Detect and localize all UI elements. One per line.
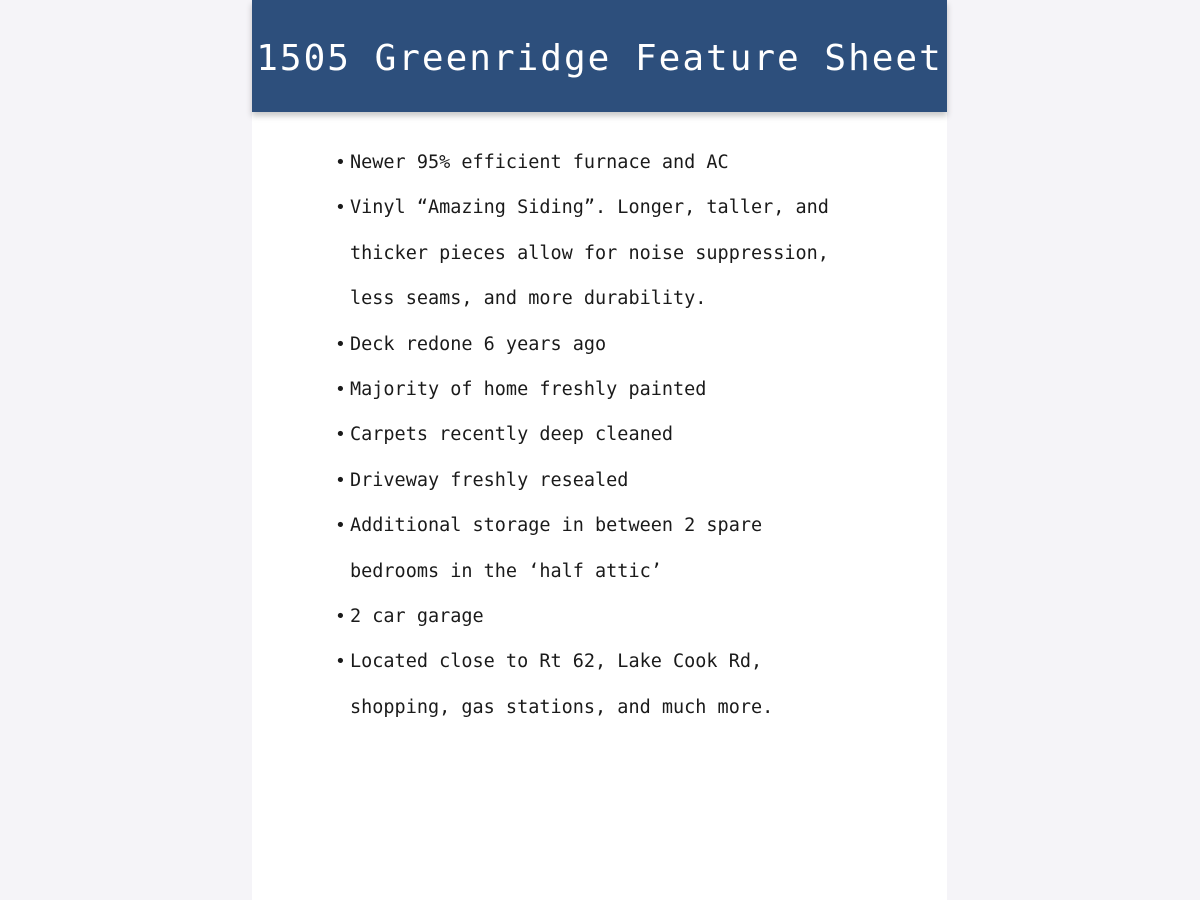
feature-item (335, 412, 935, 457)
feature-sheet-page (252, 0, 947, 900)
feature-item (335, 140, 935, 185)
bullet-icon: • (335, 333, 346, 355)
feature-text-line: shopping, gas stations, and much more. (350, 696, 774, 718)
feature-text-line: 2 car garage (350, 606, 484, 628)
bullet-icon: • (335, 515, 346, 537)
feature-item (335, 503, 935, 594)
page-title: 1505 Greenridge Feature Sheet (256, 37, 943, 79)
feature-item (335, 594, 935, 639)
feature-item (335, 367, 935, 412)
feature-item (335, 639, 935, 730)
feature-text-line: Additional storage in between 2 spare (350, 515, 763, 537)
feature-text-line: Newer 95% efficient furnace and AC (350, 152, 729, 173)
bullet-icon: • (335, 606, 346, 628)
bullet-icon: • (335, 197, 346, 219)
feature-text-line: Majority of home freshly painted (350, 379, 707, 401)
bullet-icon: • (335, 424, 346, 446)
title-banner (252, 0, 947, 112)
feature-item (335, 322, 935, 367)
feature-text-line: Vinyl “Amazing Siding”. Longer, taller, and (350, 197, 829, 219)
bullet-icon: • (335, 152, 346, 173)
bullet-icon: • (335, 379, 346, 401)
feature-text-line: Carpets recently deep cleaned (350, 424, 674, 446)
bullet-icon: • (335, 651, 346, 673)
feature-list (335, 140, 935, 730)
feature-item (335, 458, 935, 503)
feature-text-line: Deck redone 6 years ago (350, 333, 607, 355)
bullet-icon: • (335, 469, 346, 491)
feature-item (335, 185, 935, 321)
feature-text-line: thicker pieces allow for noise suppression, (350, 242, 829, 264)
feature-text-line: bedrooms in the ‘half attic’ (350, 560, 662, 582)
feature-text-line: less seams, and more durability. (350, 288, 707, 310)
feature-text-line: Driveway freshly resealed (350, 469, 629, 491)
feature-text-line: Located close to Rt 62, Lake Cook Rd, (350, 651, 763, 673)
